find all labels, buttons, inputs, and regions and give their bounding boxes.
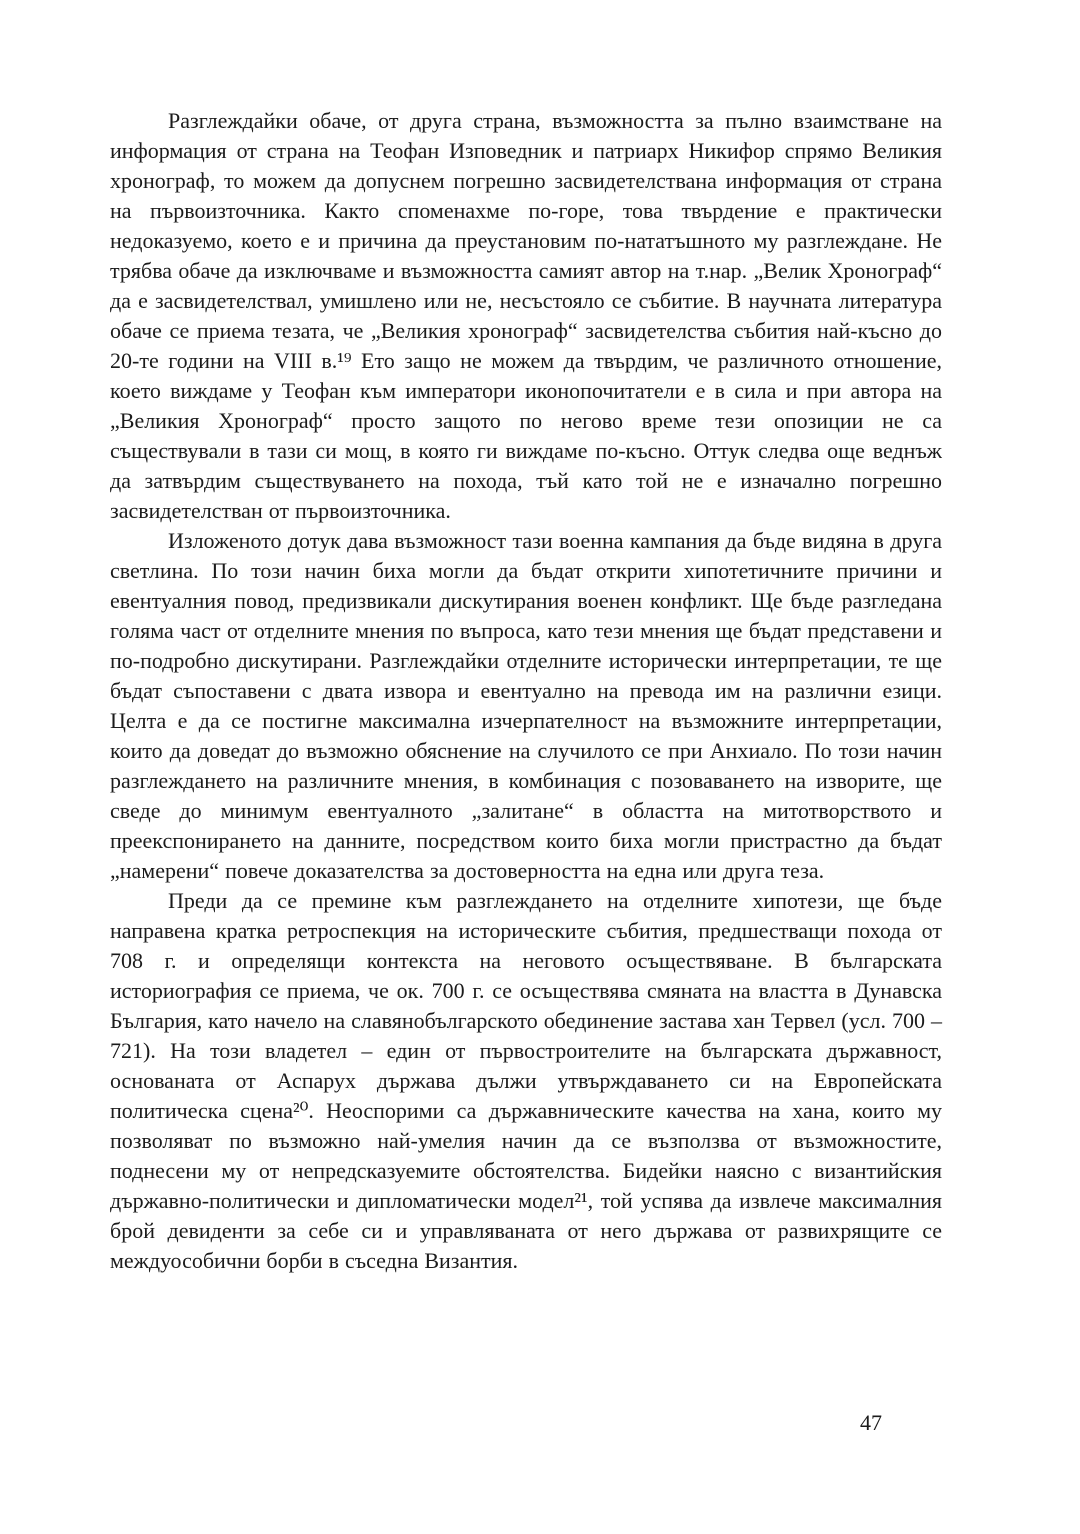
page-number: 47 (860, 1410, 882, 1435)
paragraph-2: Изложеното дотук дава възможност тази военна кампания да бъде видяна в друга светлина. По този начин биха могли да бъдат открити хипотетичните причини и евентуалния повод, предизвикали дискутирания военен конфликт. Ще бъде разгледана голяма част от отделните мнения по въпроса, като тези мнения ще бъдат представени и по-подробно дискутирани. Разглеждайки отделните исторически интерпретации, те ще бъдат съпоставени с двата извора и евентуално на превода им на различни езици. Целта е да се постигне максимална изчерпателност на възможните интерпретации, които да доведат до възможно обяснение на случилото се при Анхиало. По този начин разглеждането на различните мнения, в комбинация с позоваването на изворите, ще сведе до минимум евентуалното „залитане“ в областта на митотворството и преекспонирането на данните, посредством които биха могли пристрастно да бъдат „намерени“ повече доказателства за достоверността на една или друга теза. (110, 528, 942, 883)
body-text (110, 106, 942, 1276)
paragraph-1: Разглеждайки обаче, от друга страна, възможността за пълно взаимстване на информация от страна на Теофан Изповедник и патриарх Никифор спрямо Великия хронограф, то можем да допуснем погрешно засвидетелствана информация от страна на първоизточника. Както споменахме по-горе, това твърдение е практически недоказуемо, което е и причина да преустановим по-нататъшното му разглеждане. Не трябва обаче да изключваме и възможността самият автор на т.нар. „Велик Хронограф“ да е засвидетелствал, умишлено или не, несъстояло се събитие. В научната литература обаче се приема тезата, че „Великия хронограф“ засвидетелства събития най-късно до 20-те години на VIII в.¹⁹ Ето защо не можем да твърдим, че различното отношение, което виждаме у Теофан към императори иконопочитатели е в сила и при автора на „Великия Хронограф“ просто защото по негово време тези опозиции не са съществували в тази си мощ, в която ги виждаме по-късно. Оттук следва още веднъж да затвърдим съществуването на похода, тъй като той не е изначално погрешно засвидетелстван от първоизточника. (110, 108, 942, 523)
paragraph-3: Преди да се премине към разглеждането на отделните хипотези, ще бъде направена кратка ретроспекция на историческите събития, предшестващи похода от 708 г. и определящи контекста на неговото осъществяване. В българската историография се приема, че ок. 700 г. се осъществява смяната на властта в Дунавска България, като начело на славянобългарското обединение застава хан Тервел (усл. 700 – 721). На този владетел – един от първостроителите на българската държавност, основаната от Аспарух държава дължи утвърждаването си на Европейската политическа сцена²⁰. Неоспорими са държавническите качества на хана, които му позволяват по възможно най-умелия начин да се възползва от възможностите, поднесени му от непредсказуемите обстоятелства. Бидейки наясно с византийския държавно-политически и дипломатически модел²¹, той успява да извлече максималния брой девиденти за себе си и управляваната от него държава от развихрящите се междуособични борби в съседна Византия. (110, 888, 942, 1273)
